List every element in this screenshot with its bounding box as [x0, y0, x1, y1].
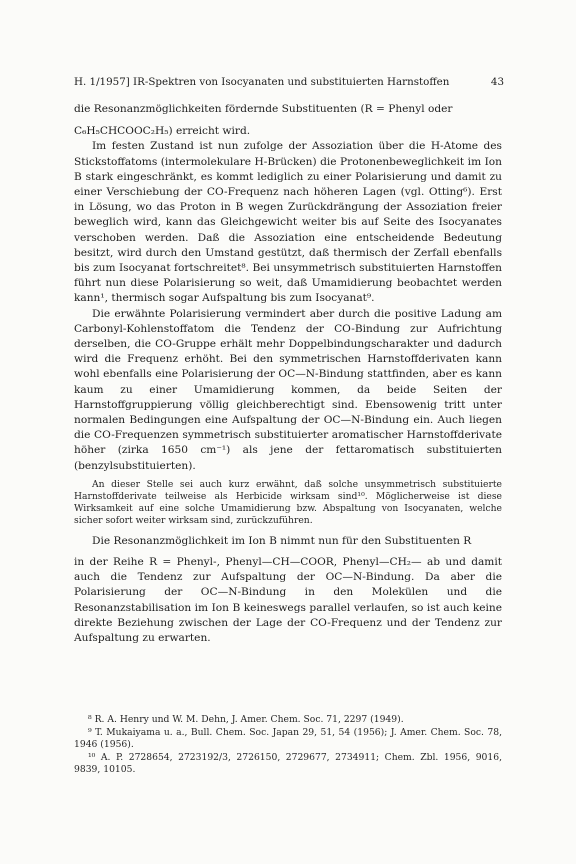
paragraph-1-formula: C₆H₅CHCOOC₂H₅) erreicht wird.: [74, 125, 251, 138]
paragraph-2: Im festen Zustand ist nun zufolge der Assoziation über die H-Atome des Stickstoffatoms (intermolekulare H-Brücken) die Protonenbeweglichkeit im Ion B stark eingeschränkt, es kommt lediglich zu einer Polarisierung und damit zu einer Verschiebung der CO-Frequenz nach höheren Lagen (vgl. Otting⁶). Erst in Lösung, wo das Proton in B wegen Zurückdrängung der Assoziation freier beweglich wird, kann das Gleichgewicht weiter bis auf Seite des Isocyanates verschoben werden. Daß die Assoziation eine entscheidende Bedeutung besitzt, wird durch den Umstand gestützt, daß thermisch der Zerfall ebenfalls bis zum Isocyanat fortschreitet⁸. Bei unsymmetrisch substituierten Harnstoffen führt nun diese Polarisierung so weit, daß Umamidierung beobachtet werden kann¹, thermisch sogar Aufspaltung bis zum Isocyanat⁹.: [74, 140, 502, 305]
paragraph-1-line: die Resonanzmöglichkeiten fördernde Substituenten (R = Phenyl oder: [74, 103, 453, 115]
footnote-9: ⁹ T. Mukaiyama u. a., Bull. Chem. Soc. Japan 29, 51, 54 (1956); J. Amer. Chem. Soc. 78, 1946 (1956).: [74, 726, 502, 751]
paragraph-4: in der Reihe R = Phenyl-, Phenyl—CH—COOR, Phenyl—CH₂— ab und damit auch die Tendenz zur Aufspaltung der OC—N-Bindung. Da aber die Polarisierung der OC—N-Bindung in den Molekülen und die Resonanzstabilisation im Ion B keineswegs parallel verlaufen, so ist auch keine direkte Beziehung zwischen der Lage der CO-Frequenz und der Tendenz zur Aufspaltung zu erwarten.: [74, 555, 502, 644]
footnotes: [74, 714, 502, 777]
page-number: 43: [490, 76, 504, 88]
footnote-8: ⁸ R. A. Henry und W. M. Dehn, J. Amer. Chem. Soc. 71, 2297 (1949).: [88, 714, 404, 725]
paragraph-3: Die erwähnte Polarisierung vermindert aber durch die positive Ladung am Carbonyl-Kohlenstoffatom die Tendenz der CO-Bindung zur Aufrichtung derselben, die CO-Gruppe erhält mehr Doppelbindungscharakter und dadurch wird die Frequenz erhöht. Bei den symmetrischen Harnstoffderivaten kann wohl ebenfalls eine Polarisierung der OC—N-Bindung stattfinden, aber es kann kaum zu einer Umamidierung kommen, da beide Seiten der Harnstoffgruppierung völlig gleichberechtigt sind. Ebensowenig tritt unter normalen Bedingungen eine Aufspaltung der OC—N-Bindung ein. Auch liegen die CO-Frequenzen symmetrisch substituierter aromatischer Harnstoffderivate höher (zirka 1650 cm⁻¹) als jene der fettaromatisch substituierten (benzylsubstituierten).: [74, 307, 502, 472]
main-text: [74, 102, 502, 646]
header-title: H. 1/1957] IR-Spektren von Isocyanaten und substituierten Harnstoffen: [74, 76, 450, 88]
footnote-10: ¹⁰ A. P. 2728654, 2723192/3, 2726150, 2729677, 2734911; Chem. Zbl. 1956, 9016, 9839, 10105.: [74, 751, 502, 776]
paragraph-4-line: Die Resonanzmöglichkeit im Ion B nimmt nun für den Substituenten R: [92, 534, 472, 547]
running-header: [74, 76, 504, 88]
small-note: An dieser Stelle sei auch kurz erwähnt, daß solche unsymmetrisch substituierte Harnstoffderivate teilweise als Herbicide wirksam sind¹⁰. Möglicherweise ist diese Wirksamkeit auf eine solche Umamidierung bzw. Abspaltung von Isocyanaten, welche sicher sofort weiter wirksam sind, zurückzuführen.: [74, 478, 502, 527]
